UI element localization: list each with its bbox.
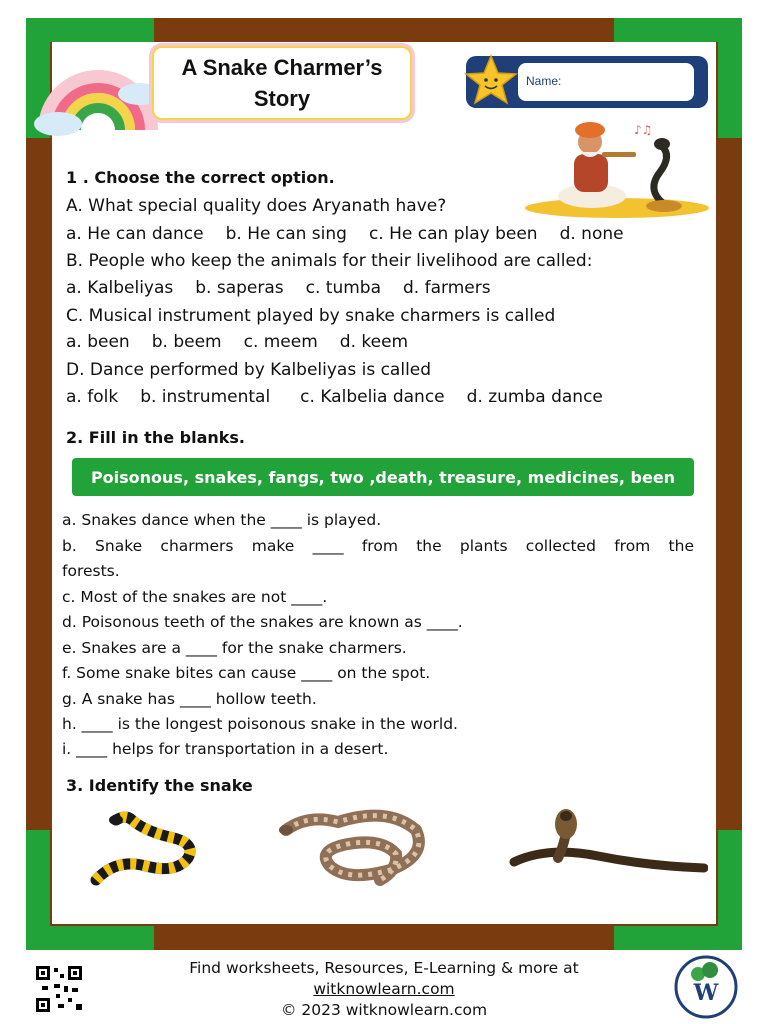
question-text: D. Dance performed by Kalbeliyas is called bbox=[66, 360, 432, 380]
svg-text:W: W bbox=[693, 980, 719, 1006]
krait-snake-image bbox=[86, 808, 202, 890]
option[interactable]: d. farmers bbox=[403, 278, 491, 298]
option-row bbox=[66, 278, 666, 298]
frame-corner bbox=[718, 830, 742, 950]
option[interactable]: c. Kalbelia dance bbox=[300, 387, 445, 407]
question-text: B. People who keep the animals for their livelihood are called: bbox=[66, 251, 593, 271]
option[interactable]: a. been bbox=[66, 332, 130, 352]
option[interactable]: c. meem bbox=[243, 332, 318, 352]
word-bank: Poisonous, snakes, fangs, two ,death, treasure, medicines, been bbox=[72, 458, 694, 496]
copyright-text: © 2023 witknowlearn.com bbox=[280, 1001, 488, 1019]
option[interactable]: b. saperas bbox=[195, 278, 284, 298]
cobra-snake-image bbox=[508, 806, 708, 878]
question-3-heading: 3. Identify the snake bbox=[66, 776, 253, 795]
rainbow-icon bbox=[28, 20, 168, 140]
fill-blank-sentence: h. ____ is the longest poisonous snake in the world. bbox=[62, 715, 458, 733]
option[interactable]: c. He can play been bbox=[368, 224, 538, 244]
python-snake-image bbox=[278, 800, 434, 886]
fill-blank-sentence: forests. bbox=[62, 562, 120, 580]
question-1-heading: 1 . Choose the correct option. bbox=[66, 168, 335, 187]
fill-blank-sentence: a. Snakes dance when the ____ is played. bbox=[62, 511, 382, 529]
name-field[interactable] bbox=[518, 63, 694, 101]
snake-charmer-illustration bbox=[522, 112, 712, 222]
option-row bbox=[66, 387, 666, 407]
title-line: A Snake Charmer’s bbox=[181, 55, 383, 80]
fill-blank-sentence: c. Most of the snakes are not ____. bbox=[62, 588, 328, 606]
option-row bbox=[66, 332, 666, 352]
option[interactable]: a. He can dance bbox=[66, 224, 204, 244]
option[interactable]: a. Kalbeliyas bbox=[66, 278, 174, 298]
fill-blank-sentence: g. A snake has ____ hollow teeth. bbox=[62, 690, 317, 708]
fill-blank-sentence: f. Some snake bites can cause ____ on the spot. bbox=[62, 664, 431, 682]
frame-corner bbox=[26, 830, 50, 950]
footer-link[interactable]: witknowlearn.com bbox=[313, 980, 455, 998]
option-row bbox=[66, 224, 666, 244]
option[interactable]: d. zumba dance bbox=[466, 387, 603, 407]
name-label: Name: bbox=[526, 74, 562, 88]
option[interactable]: b. He can sing bbox=[225, 224, 347, 244]
option[interactable]: c. tumba bbox=[305, 278, 382, 298]
option[interactable]: b. instrumental bbox=[140, 387, 271, 407]
question-text: C. Musical instrument played by snake charmers is called bbox=[66, 306, 556, 326]
option[interactable]: d. none bbox=[559, 224, 624, 244]
title-line: Story bbox=[253, 86, 311, 111]
fill-blank-sentence: b. Snake charmers make ____ from the plants collected from the bbox=[62, 537, 694, 555]
fill-blank-sentence: i. ____ helps for transportation in a desert. bbox=[62, 740, 389, 758]
question-2-heading: 2. Fill in the blanks. bbox=[66, 428, 246, 447]
footer bbox=[120, 958, 648, 1021]
frame-corner bbox=[718, 18, 742, 138]
question-text: A. What special quality does Aryanath have? bbox=[66, 196, 447, 216]
footer-text: Find worksheets, Resources, E-Learning & more at bbox=[189, 959, 579, 977]
smiling-star-icon bbox=[462, 52, 520, 110]
option[interactable]: a. folk bbox=[66, 387, 119, 407]
fill-blank-sentence: d. Poisonous teeth of the snakes are known as ____. bbox=[62, 613, 463, 631]
option[interactable]: b. beem bbox=[151, 332, 222, 352]
qr-code-icon[interactable] bbox=[34, 964, 84, 1014]
fill-blank-sentence: e. Snakes are a ____ for the snake charmers. bbox=[62, 639, 407, 657]
worksheet-title bbox=[152, 46, 412, 120]
svg-text:♪♫: ♪♫ bbox=[634, 123, 653, 137]
witknowlearn-logo-icon bbox=[672, 954, 740, 1020]
option[interactable]: d. keem bbox=[339, 332, 409, 352]
